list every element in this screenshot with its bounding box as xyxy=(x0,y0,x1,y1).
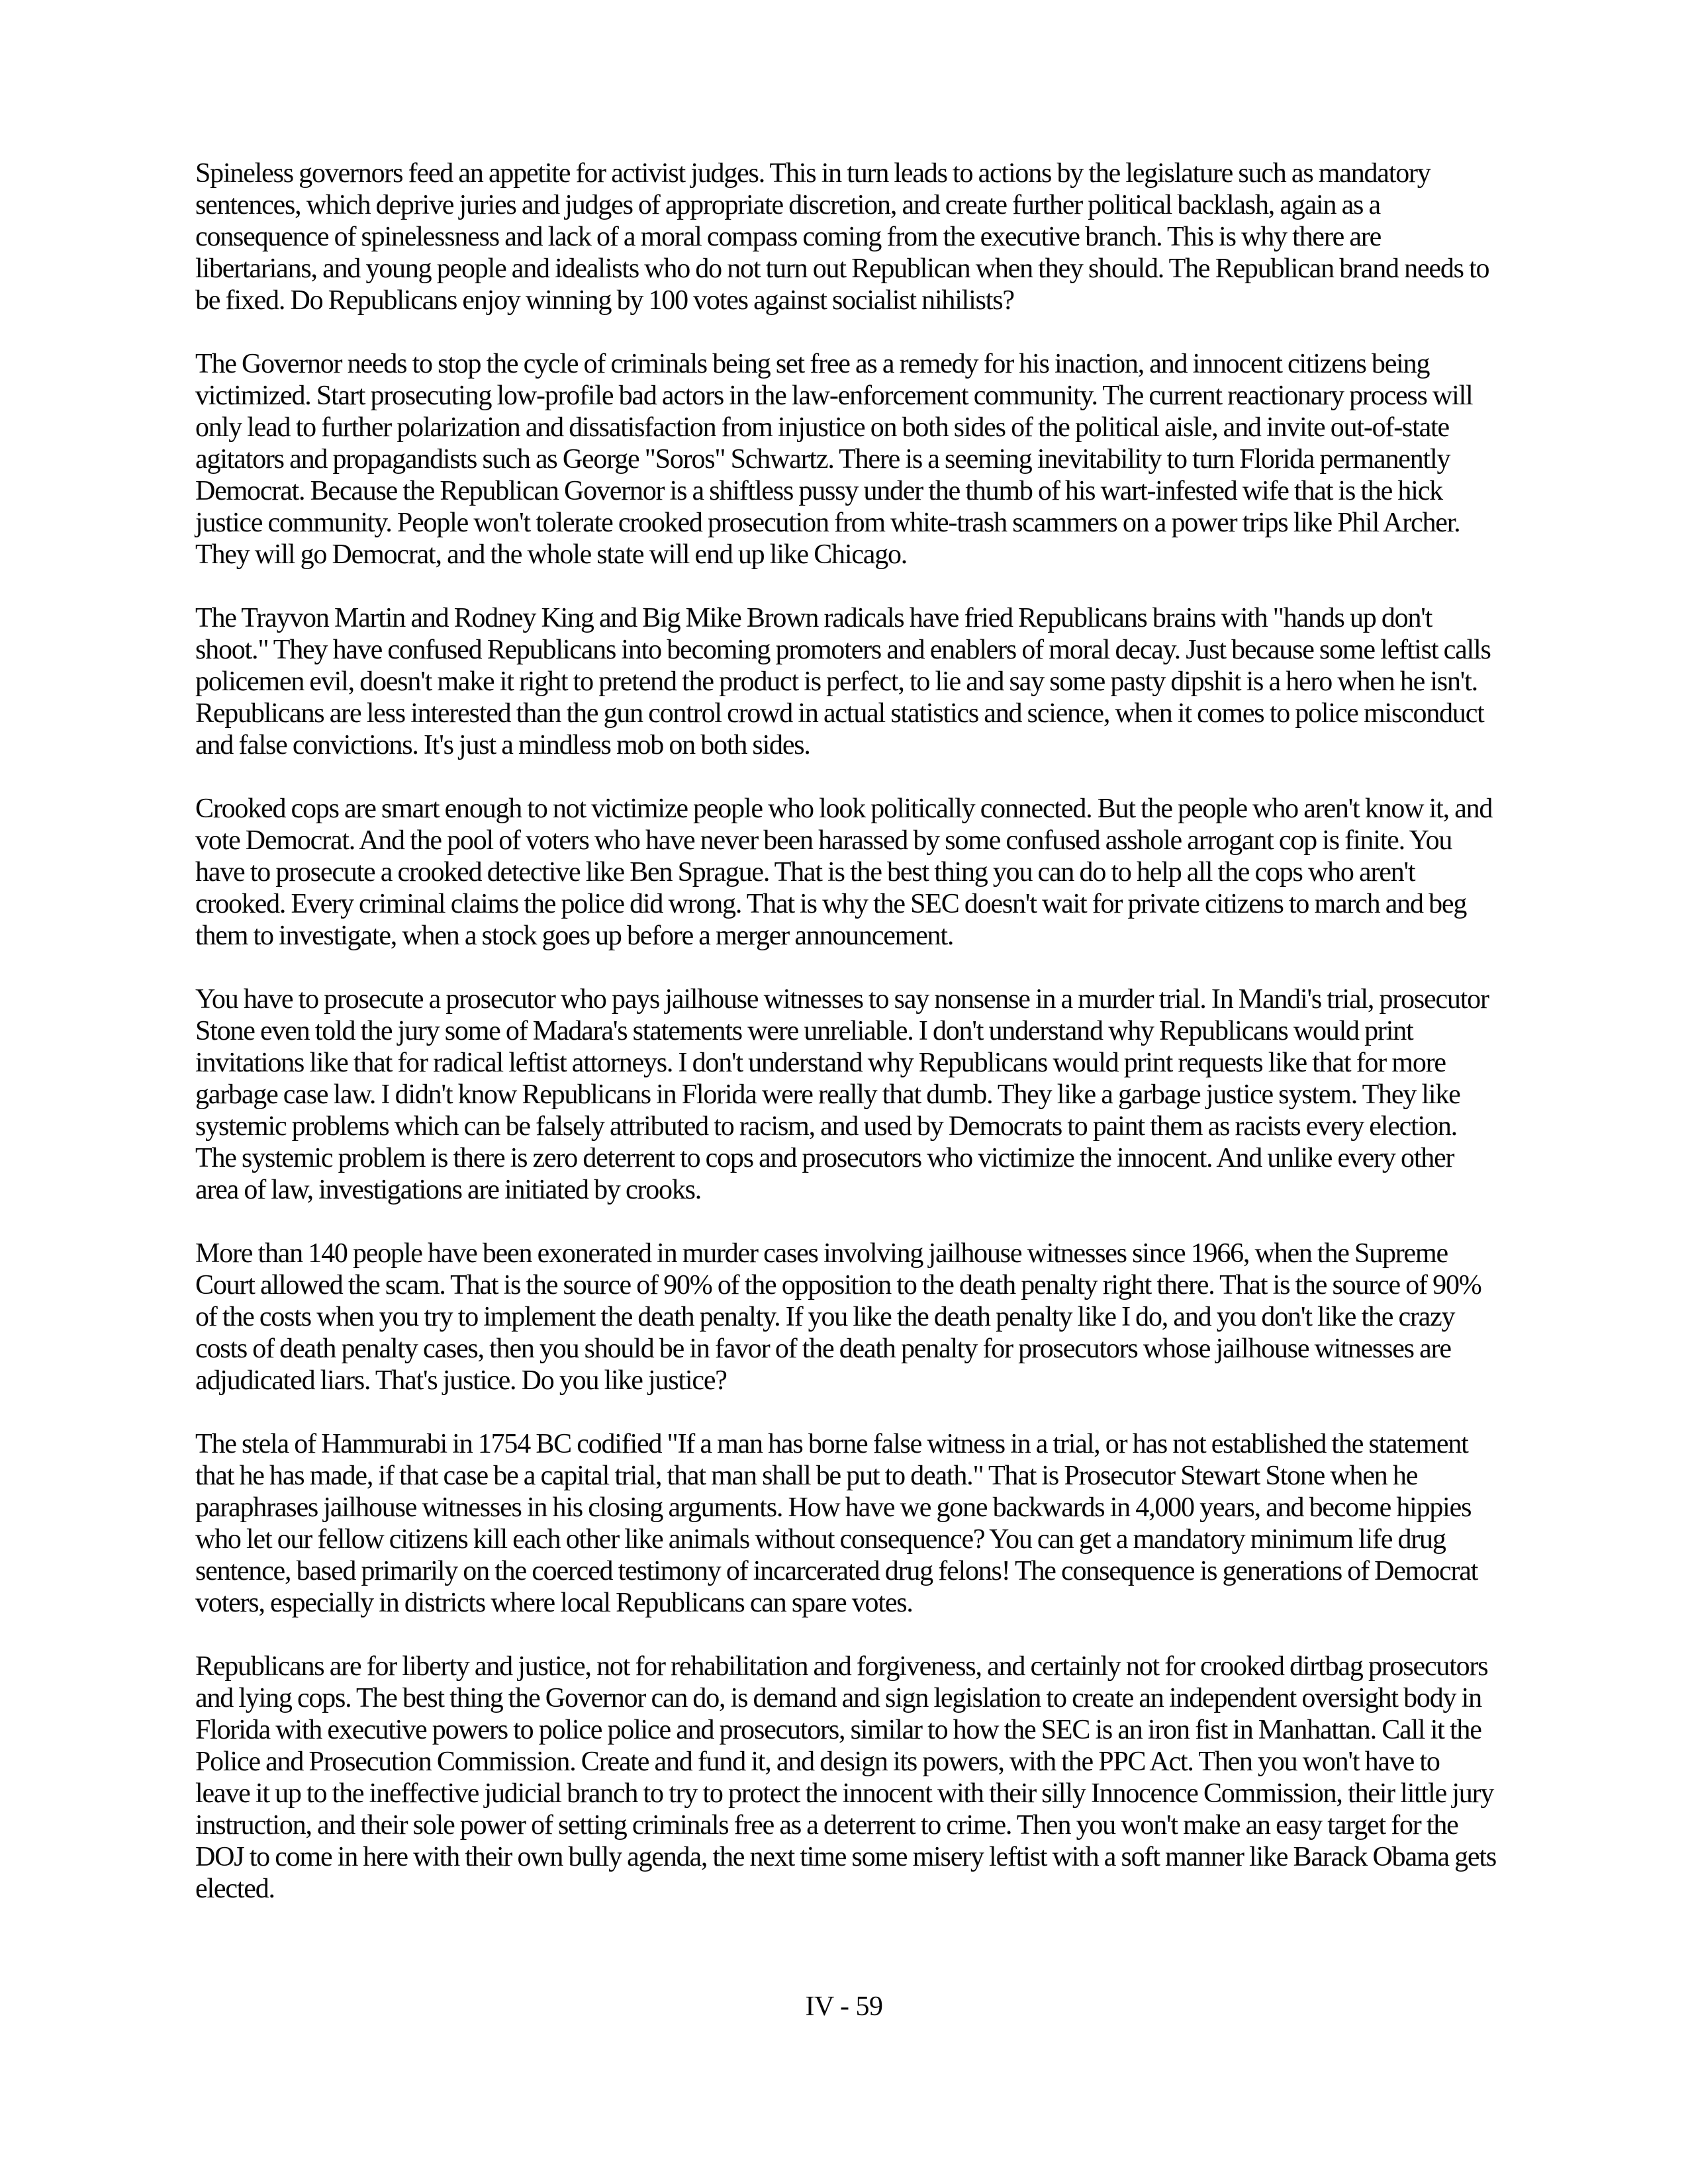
page-number: IV - 59 xyxy=(805,1991,883,2022)
body-paragraph: You have to prosecute a prosecutor who pays jailhouse witnesses to say nonsense in a murder trial. In Mandi's trial, prosecutor Stone even told the jury some of Madara's statements were unreliable. I don't understand why Republicans would print invitations like that for radical leftist attorneys. I don't understand why Republicans would print requests like that for more garbage case law. I didn't know Republicans in Florida were really that dumb. They like a garbage justice system. They like systemic problems which can be falsely attributed to racism, and used by Democrats to paint them as racists every election. The systemic problem is there is zero deterrent to cops and prosecutors who victimize the innocent. And unlike every other area of law, investigations are initiated by crooks. xyxy=(195,984,1489,1205)
body-paragraph: Republicans are for liberty and justice, not for rehabilitation and forgiveness, and certainly not for crooked dirtbag prosecutors and lying cops. The best thing the Governor can do, is demand and sign legislation to create an independent oversight body in Florida with executive powers to police police and prosecutors, similar to how the SEC is an iron fist in Manhattan. Call it the Police and Prosecution Commission. Create and fund it, and design its powers, with the PPC Act. Then you won't have to leave it up to the ineffective judicial branch to try to protect the innocent with their silly Innocence Commission, their little jury instruction, and their sole power of setting criminals free as a deterrent to crime. Then you won't make an easy target for the DOJ to come in here with their own bully agenda, the next time some misery leftist with a soft manner like Barack Obama gets elected. xyxy=(195,1651,1496,1904)
body-paragraph: The Trayvon Martin and Rodney King and Big Mike Brown radicals have fried Republicans brains with "hands up don't shoot." They have confused Republicans into becoming promoters and enablers of moral decay. Just because some leftist calls policemen evil, doesn't make it right to pretend the product is perfect, to lie and say some pasty dipshit is a hero when he isn't. Republicans are less interested than the gun control crowd in actual statistics and science, when it comes to police misconduct and false convictions. It's just a mindless mob on both sides. xyxy=(195,603,1491,760)
body-paragraph: The Governor needs to stop the cycle of criminals being set free as a remedy for his inaction, and innocent citizens being victimized. Start prosecuting low-profile bad actors in the law-enforcement community. The current reactionary process will only lead to further polarization and dissatisfaction from injustice on both sides of the political aisle, and invite out-of-state agitators and propagandists such as George "Soros" Schwartz. There is a seeming inevitability to turn Florida permanently Democrat. Because the Republican Governor is a shiftless pussy under the thumb of his wart-infested wife that is the hick justice community. People won't tolerate crooked prosecution from white-trash scammers on a power trips like Phil Archer. They will go Democrat, and the whole state will end up like Chicago. xyxy=(195,349,1473,570)
body-paragraph: The stela of Hammurabi in 1754 BC codified "If a man has borne false witness in a trial, or has not established the statement that he has made, if that case be a capital trial, that man shall be put to death." That is Prosecutor Stewart Stone when he paraphrases jailhouse witnesses in his closing arguments. How have we gone backwards in 4,000 years, and become hippies who let our fellow citizens kill each other like animals without consequence? You can get a mandatory minimum life drug sentence, based primarily on the coerced testimony of incarcerated drug felons! The consequence is generations of Democrat voters, especially in districts where local Republicans can spare votes. xyxy=(195,1429,1478,1618)
body-paragraph: Spineless governors feed an appetite for activist judges. This in turn leads to actions by the legislature such as mandatory sentences, which deprive juries and judges of appropriate discretion, and create further political backlash, again as a consequence of spinelessness and lack of a moral compass coming from the executive branch. This is why there are libertarians, and young people and idealists who do not turn out Republican when they should. The Republican brand needs to be fixed. Do Republicans enjoy winning by 100 votes against socialist nihilists? xyxy=(195,158,1489,316)
text-block xyxy=(195,158,1498,1936)
body-paragraph: Crooked cops are smart enough to not victimize people who look politically connected. But the people who aren't know it, and vote Democrat. And the pool of voters who have never been harassed by some confused asshole arrogant cop is finite. You have to prosecute a crooked detective like Ben Sprague. That is the best thing you can do to help all the cops who aren't crooked. Every criminal claims the police did wrong. That is why the SEC doesn't wait for private citizens to march and beg them to investigate, when a stock goes up before a merger announcement. xyxy=(195,794,1493,951)
body-paragraph: More than 140 people have been exonerated in murder cases involving jailhouse witnesses since 1966, when the Supreme Court allowed the scam. That is the source of 90% of the opposition to the death penalty right there. That is the source of 90% of the costs when you try to implement the death penalty. If you like the death penalty like I do, and you don't like the crazy costs of death penalty cases, then you should be in favor of the death penalty for prosecutors whose jailhouse witnesses are adjudicated liars. That's justice. Do you like justice? xyxy=(195,1238,1481,1396)
